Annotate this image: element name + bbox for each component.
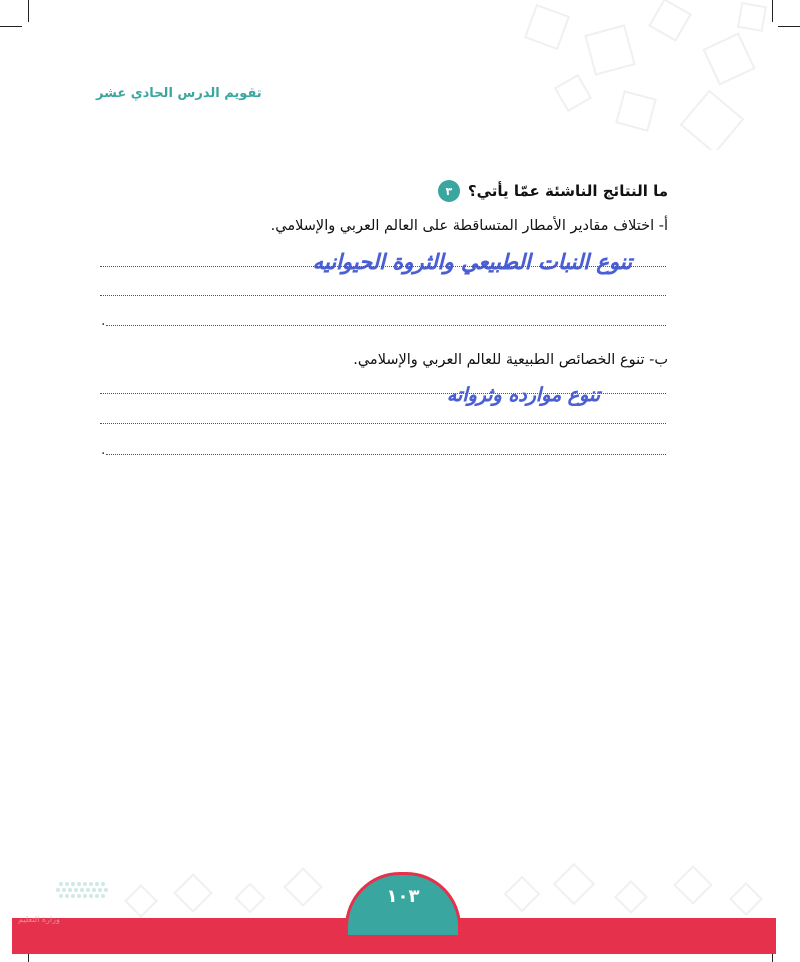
ministry-logo-icon [52,876,114,922]
crop-mark [0,26,22,27]
item-b-answer: تنوع موارده وثرواته [446,384,600,406]
item-a-answer: تنوع النبات الطبيعي والثروة الحيوانيه [312,250,632,274]
question-number-badge: ٣ [438,180,460,202]
lesson-header: تقويم الدرس الحادي عشر [96,86,262,101]
ministry-name: وزارة التعليم [18,915,60,924]
crop-mark [28,0,29,22]
answer-line [100,423,666,424]
question-heading [438,180,668,202]
item-b-label: ب- تنوع الخصائص الطبيعية للعالم العربي والإسلامي. [353,352,668,368]
answer-line [100,295,666,296]
line-end-mark: . [101,313,106,329]
page-number: ١٠٣ [386,886,420,907]
line-end-mark: . [101,442,106,458]
answer-line [106,325,666,326]
answer-line [100,266,666,267]
decorative-pattern [420,0,780,150]
question-text: ما النتائج الناشئة عمّا يأتي؟ [467,182,668,200]
item-a-label: أ- اختلاف مقادير الأمطار المتساقطة على العالم العربي والإسلامي. [270,218,668,234]
answer-line [106,454,666,455]
crop-mark [778,26,800,27]
